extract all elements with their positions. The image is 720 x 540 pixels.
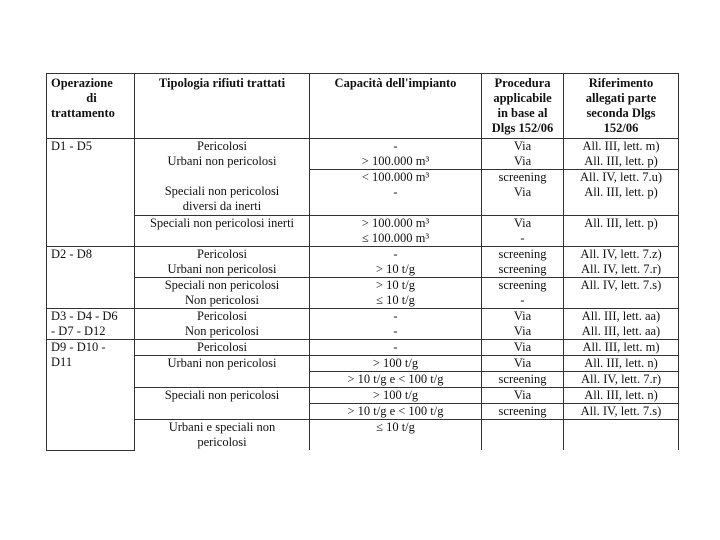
capacity-cell: > 100 t/g [310, 388, 482, 404]
header-procedura: Procedura applicabile in base al Dlgs 152/06 [482, 74, 564, 139]
waste-type-cell: Pericolosi Urbani non pericolosi Speciali non pericolosi diversi da inerti [135, 139, 310, 216]
waste-type-cell: Speciali non pericolosi Non pericolosi [135, 278, 310, 309]
waste-type-cell: Pericolosi Non pericolosi [135, 309, 310, 340]
reference-cell: All. IV, lett. 7.s) [564, 278, 679, 309]
header-row [47, 74, 679, 139]
table-row [47, 356, 679, 372]
table-row [47, 309, 679, 340]
operation-cell: D2 - D8 [47, 247, 135, 309]
table-row [47, 216, 679, 247]
capacity-cell: > 10 t/g e < 100 t/g [310, 404, 482, 420]
reference-cell: All. IV, lett. 7.z) All. IV, lett. 7.r) [564, 247, 679, 278]
header-operazione: Operazione di trattamento [47, 74, 135, 139]
reference-cell [564, 420, 679, 451]
table-row [47, 278, 679, 309]
waste-type-cell: Pericolosi [135, 340, 310, 356]
operation-cell: D1 - D5 [47, 139, 135, 247]
reference-cell: All. III, lett. aa) All. III, lett. aa) [564, 309, 679, 340]
procedure-cell: screening screening [482, 247, 564, 278]
procedure-cell: Via Via [482, 309, 564, 340]
procedure-cell: Via - [482, 216, 564, 247]
waste-type-cell: Urbani non pericolosi [135, 356, 310, 388]
reference-cell: All. IV, lett. 7.s) [564, 404, 679, 420]
capacity-cell: > 10 t/g e < 100 t/g [310, 372, 482, 388]
capacity-cell: - > 100.000 m³ < 100.000 m³ - [310, 139, 482, 216]
table-row [47, 340, 679, 356]
operation-cell: D3 - D4 - D6 - D7 - D12 [47, 309, 135, 340]
capacity-cell: > 10 t/g ≤ 10 t/g [310, 278, 482, 309]
procedure-cell: Via [482, 340, 564, 356]
header-tipologia: Tipologia rifiuti trattati [135, 74, 310, 139]
procedure-cell: screening [482, 372, 564, 388]
capacity-cell: - - [310, 309, 482, 340]
reference-cell: All. III, lett. n) [564, 356, 679, 372]
procedure-cell: Via [482, 356, 564, 372]
operation-cell: D9 - D10 - D11 [47, 340, 135, 451]
capacity-cell: - > 10 t/g [310, 247, 482, 278]
waste-type-cell: Urbani e speciali non pericolosi [135, 420, 310, 451]
header-riferimento: Riferimento allegati parte seconda Dlgs 152/06 [564, 74, 679, 139]
capacity-cell: - [310, 340, 482, 356]
reference-cell: All. III, lett. p) [564, 216, 679, 247]
disposal-operations-table [46, 73, 679, 451]
capacity-cell: > 100 t/g [310, 356, 482, 372]
waste-type-cell: Speciali non pericolosi inerti [135, 216, 310, 247]
reference-cell: All. IV, lett. 7.r) [564, 372, 679, 388]
capacity-cell: > 100.000 m³ ≤ 100.000 m³ [310, 216, 482, 247]
procedure-cell [482, 420, 564, 451]
table-row [47, 420, 679, 451]
waste-type-cell: Pericolosi Urbani non pericolosi [135, 247, 310, 278]
table-row [47, 388, 679, 404]
capacity-cell: ≤ 10 t/g [310, 420, 482, 451]
procedure-cell: screening - [482, 278, 564, 309]
procedure-cell: screening [482, 404, 564, 420]
reference-cell: All. III, lett. n) [564, 388, 679, 404]
procedure-cell: Via [482, 388, 564, 404]
reference-cell: All. III, lett. m) [564, 340, 679, 356]
reference-cell: All. III, lett. m) All. III, lett. p) All. IV, lett. 7.u) All. III, lett. p) [564, 139, 679, 216]
table-row [47, 247, 679, 278]
table-row [47, 139, 679, 216]
procedure-cell: Via Via screening Via [482, 139, 564, 216]
header-capacita: Capacità dell'impianto [310, 74, 482, 139]
waste-type-cell: Speciali non pericolosi [135, 388, 310, 420]
